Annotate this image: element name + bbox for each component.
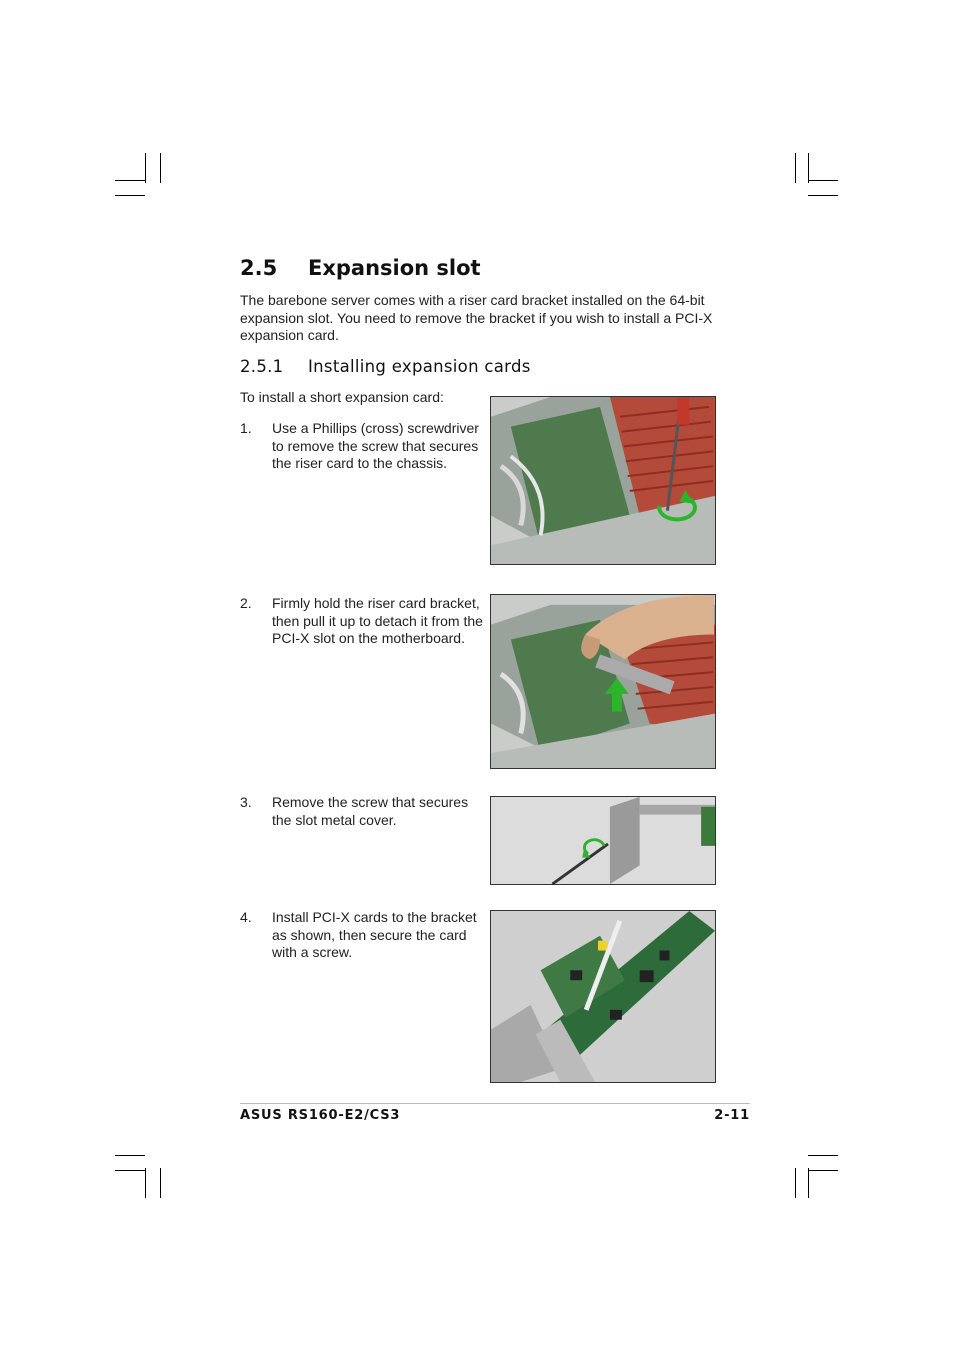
step-4-photo [490,910,716,1083]
lead-text: To install a short expansion card: [240,389,444,405]
subsection-title-text: Installing expansion cards [308,357,531,376]
crop-mark [808,195,838,196]
step-text: Remove the screw that secures the slot metal cover. [272,794,469,828]
step-number: 2. [240,595,252,611]
crop-mark [115,1170,145,1171]
crop-mark [115,180,145,181]
crop-mark [808,153,809,183]
step-text: Install PCI-X cards to the bracket as shown, then secure the card with a screw. [272,909,477,960]
subsection-number: 2.5.1 [240,357,284,376]
step-3-photo [490,796,716,885]
step-number: 1. [240,420,252,436]
subsection-title [240,357,531,376]
crop-mark [808,1170,838,1171]
footer-product-name: ASUS RS160-E2/CS3 [240,1108,401,1123]
section-title [240,256,481,280]
crop-mark [795,1168,796,1198]
crop-mark [115,195,145,196]
crop-mark [160,153,161,183]
crop-mark [808,180,838,181]
step-text: Use a Phillips (cross) screwdriver to remove the screw that secures the riser card to the chassis. [272,420,479,471]
footer-page-number: 2-11 [714,1108,750,1123]
crop-mark [160,1168,161,1198]
step-1-photo [490,396,716,565]
step-number: 3. [240,794,252,810]
intro-paragraph: The barebone server comes with a riser card bracket installed on the 64-bit expansion slot. You need to remove the bracket if you wish to install a PCI-X expansion card. [240,292,713,343]
step-text: Firmly hold the riser card bracket, then pull it up to detach it from the PCI-X slot on the motherboard. [272,595,483,646]
section-number: 2.5 [240,256,278,280]
section-title-text: Expansion slot [308,256,481,280]
step-2-photo [490,594,716,769]
crop-mark [115,1155,145,1156]
footer-rule [240,1103,750,1104]
crop-mark [808,1168,809,1198]
crop-mark [145,1168,146,1198]
crop-mark [795,153,796,183]
step-number: 4. [240,909,252,925]
crop-mark [145,153,146,183]
crop-mark [808,1155,838,1156]
